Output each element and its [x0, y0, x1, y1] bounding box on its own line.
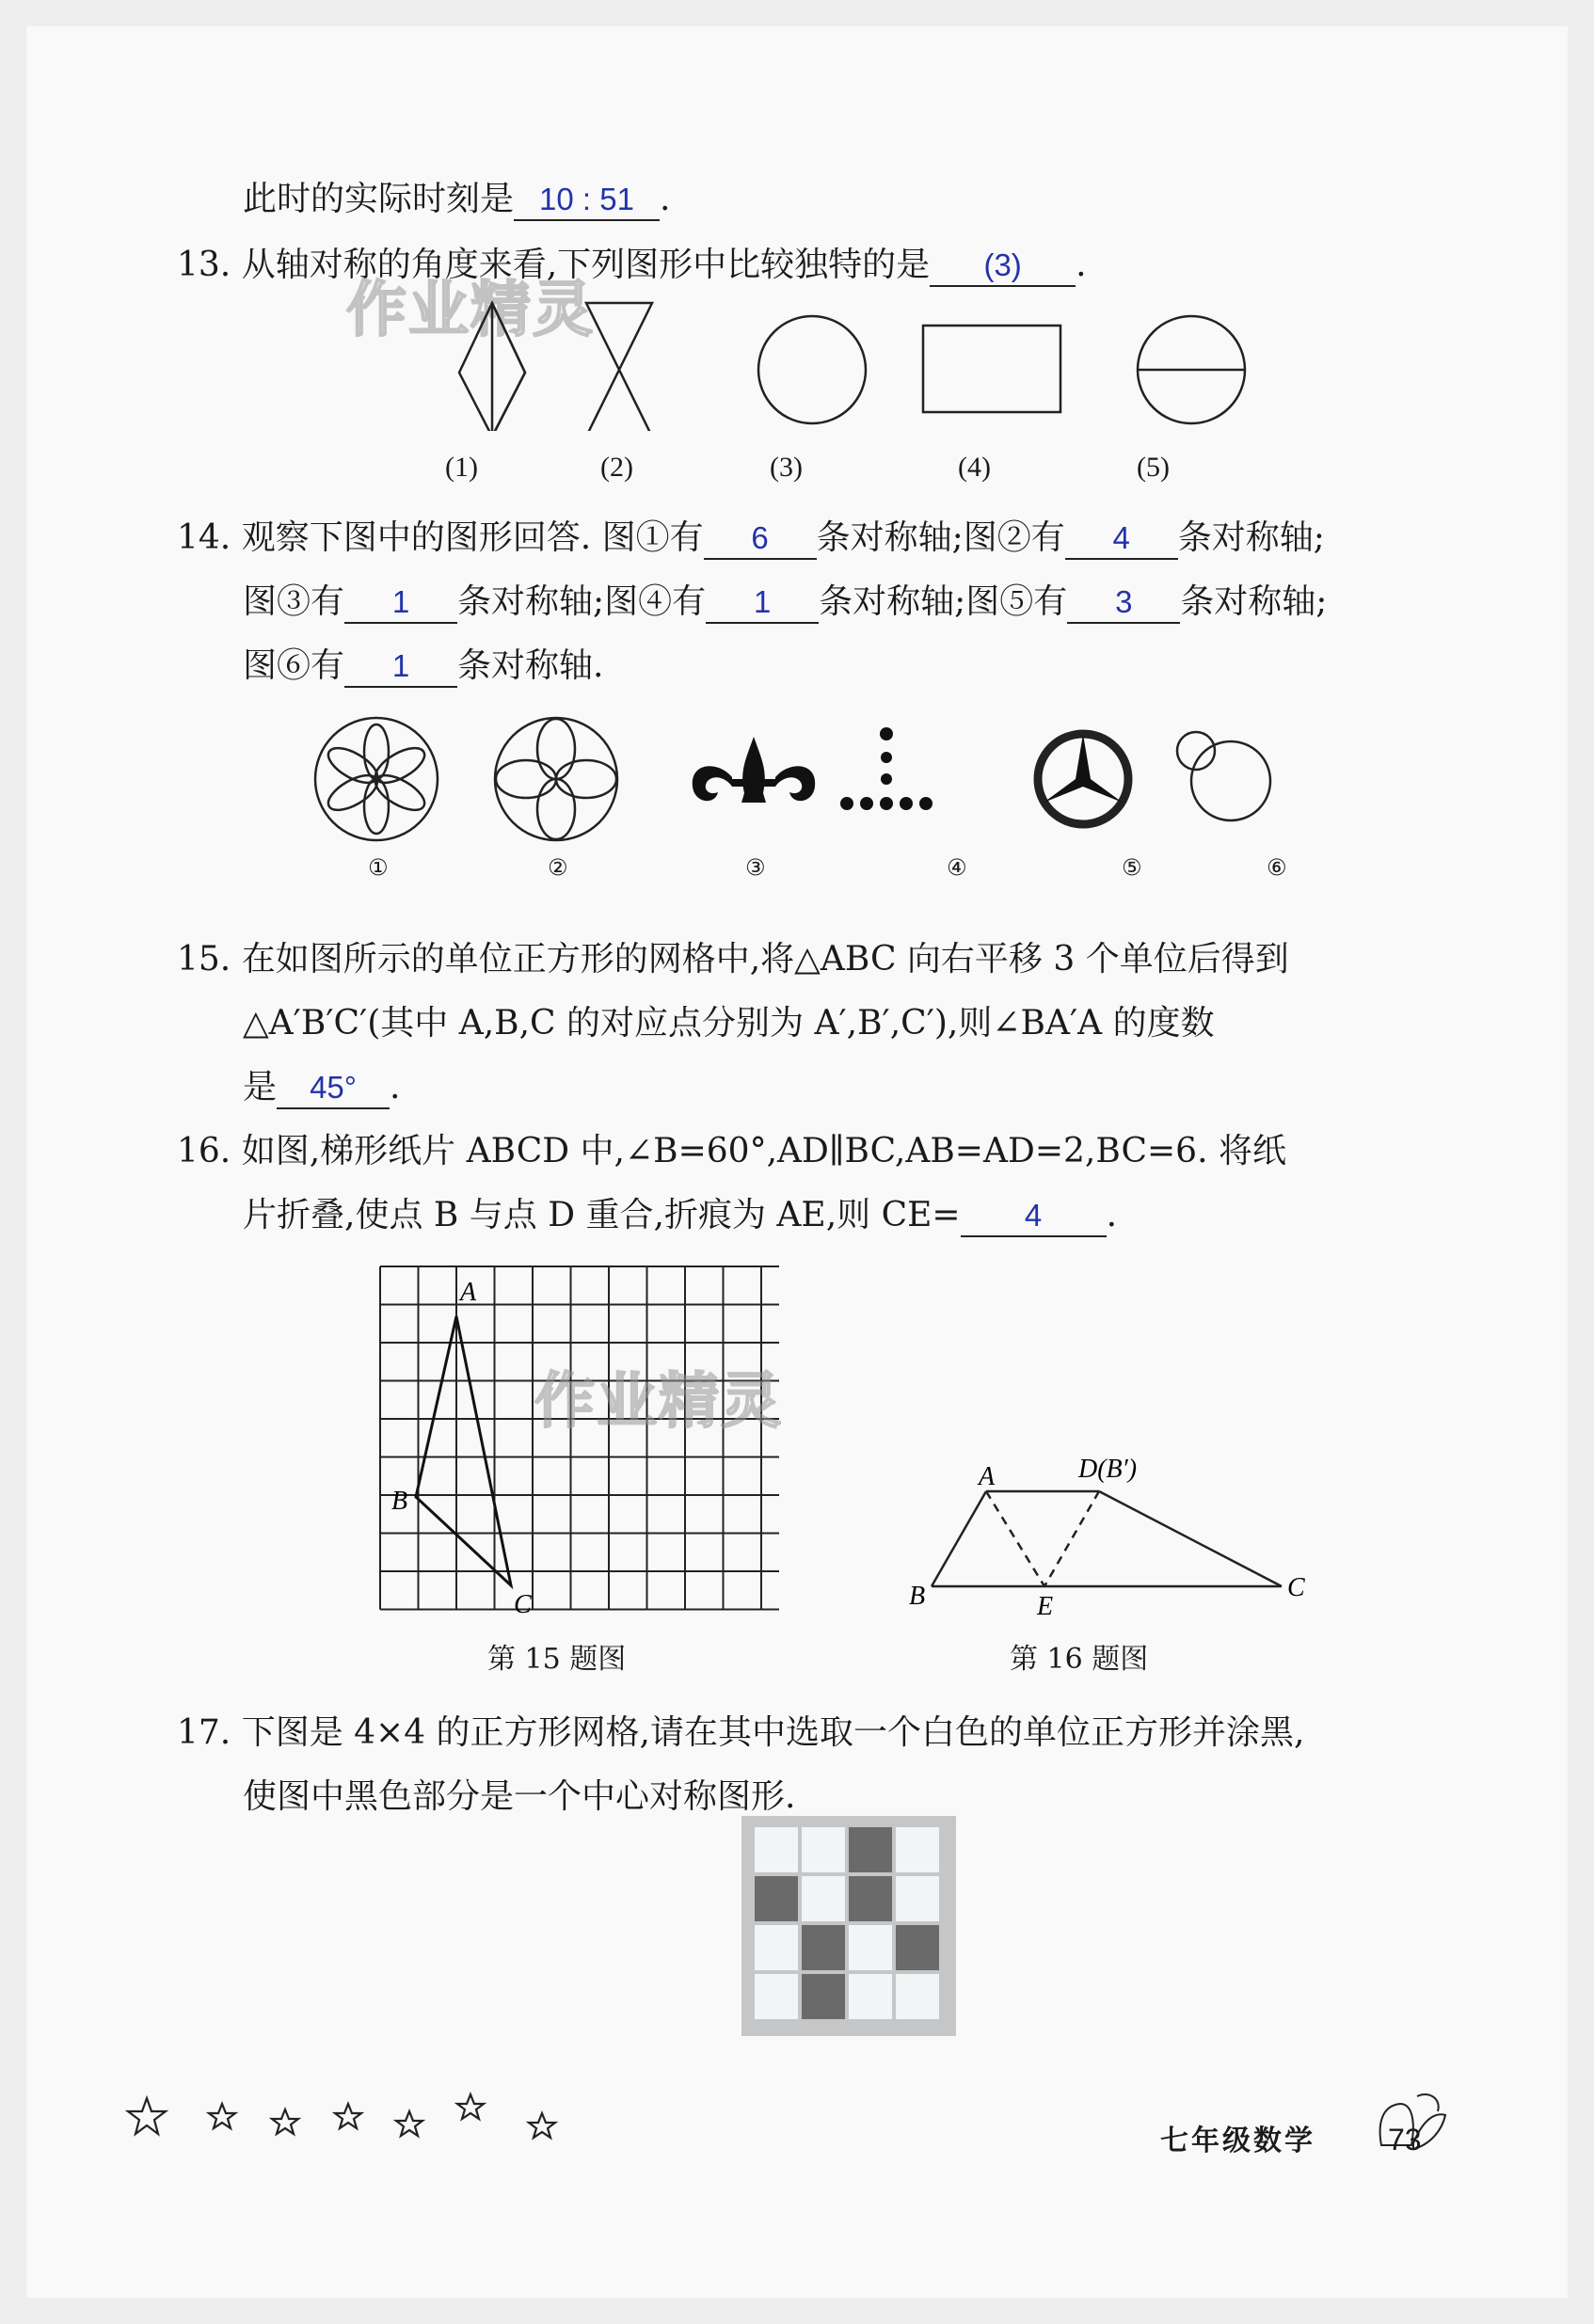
footer-title: 七年级数学 — [1160, 2125, 1315, 2157]
q13-suffix: . — [1076, 246, 1087, 284]
white-cell — [896, 1974, 939, 2019]
q13-label-2: (2) — [600, 452, 633, 483]
q16-line-2 — [243, 1193, 1117, 1238]
q14-l3a: 图⑥有 — [243, 646, 345, 685]
q14-l1c: 条对称轴; — [1177, 518, 1325, 557]
q16-point-B: B — [909, 1582, 926, 1611]
q14-label-2: ② — [548, 854, 568, 881]
q17-grid-photo — [741, 1816, 956, 2036]
q16-point-D: D(B′) — [1078, 1455, 1138, 1484]
q15-point-A: A — [460, 1278, 477, 1307]
q14-l2c: 条对称轴;图⑤有 — [819, 582, 1068, 621]
q13-figures — [431, 299, 1259, 431]
q14-l1a: 14. 观察下图中的图形回答. 图①有 — [177, 518, 704, 557]
q14-answer-1: 6 — [704, 518, 817, 560]
q14-answer-3: 1 — [344, 582, 457, 624]
q14-answer-6: 1 — [344, 646, 457, 688]
q12-line — [243, 177, 670, 222]
q16-caption: 第 16 题图 — [1010, 1643, 1149, 1676]
q14-answer-2: 4 — [1065, 518, 1178, 560]
shaded-cell — [849, 1827, 892, 1872]
q15-line-3 — [243, 1065, 400, 1110]
q15-point-C: C — [514, 1590, 532, 1619]
shaded-cell — [849, 1876, 892, 1921]
footer-stars — [120, 2087, 610, 2162]
q15-line3b: . — [390, 1068, 401, 1106]
q16-point-C: C — [1287, 1573, 1305, 1602]
q14-line-1 — [177, 516, 1325, 561]
white-cell — [802, 1827, 845, 1872]
q16-line2a: 片折叠,使点 B 与点 D 重合,折痕为 AE,则 CE= — [243, 1196, 961, 1234]
q14-fig6-circles — [1177, 732, 1270, 820]
q15-answer: 45° — [277, 1068, 390, 1109]
q13-text: 13. 从轴对称的角度来看,下列图形中比较独特的是 — [177, 246, 931, 284]
q14-l3b: 条对称轴. — [457, 646, 604, 685]
q16-line-1: 16. 如图,梯形纸片 ABCD 中,∠B=60°,AD∥BC,AB=AD=2,BC=6. 将纸 — [177, 1132, 1286, 1170]
q14-fig4-dots — [840, 727, 932, 810]
q14-figures — [290, 713, 1334, 845]
q16-trapezoid-figure — [873, 1428, 1325, 1616]
q16-line2b: . — [1106, 1196, 1118, 1234]
q14-label-4: ④ — [947, 854, 967, 881]
q14-fig1-rosette — [315, 718, 438, 840]
star-icon — [272, 2109, 298, 2134]
q16-point-A: A — [979, 1462, 996, 1491]
shaded-cell — [802, 1925, 845, 1970]
q14-fig2-petals — [495, 718, 617, 840]
q14-label-5: ⑤ — [1122, 854, 1142, 881]
white-cell — [896, 1876, 939, 1921]
q17-line-2: 使图中黑色部分是一个中心对称图形. — [243, 1777, 796, 1816]
q15-triangle — [416, 1316, 511, 1585]
q14-label-3: ③ — [745, 854, 766, 881]
white-cell — [755, 1827, 798, 1872]
q14-l2d: 条对称轴; — [1180, 582, 1328, 621]
q15-caption: 第 15 题图 — [487, 1643, 627, 1676]
q13-label-5: (5) — [1137, 452, 1170, 483]
shaded-cell — [802, 1974, 845, 2019]
q14-fig5-star — [1038, 734, 1128, 824]
q13-label-3: (3) — [770, 452, 803, 483]
q16-answer: 4 — [961, 1196, 1107, 1237]
star-icon — [457, 2094, 484, 2119]
q14-label-1: ① — [368, 854, 389, 881]
star-icon — [209, 2104, 235, 2128]
star-icon — [396, 2111, 422, 2136]
watermark-2: 作业精灵 — [534, 1367, 783, 1437]
q13-label-1: (1) — [445, 452, 478, 483]
q16-point-E: E — [1037, 1592, 1054, 1616]
q13-fig2-hourglass — [586, 303, 652, 431]
star-icon — [335, 2104, 361, 2128]
shaded-cell — [755, 1876, 798, 1921]
white-cell — [849, 1925, 892, 1970]
q12-suffix: . — [660, 180, 671, 218]
shaded-cell — [896, 1925, 939, 1970]
q14-l1b: 条对称轴;图②有 — [816, 518, 1065, 557]
white-cell — [755, 1974, 798, 2019]
white-cell — [849, 1974, 892, 2019]
white-cell — [755, 1925, 798, 1970]
q13-label-4: (4) — [958, 452, 991, 483]
q14-answer-4: 1 — [706, 582, 819, 624]
textbook-page — [26, 26, 1568, 2298]
white-cell — [896, 1827, 939, 1872]
white-cell — [802, 1876, 845, 1921]
page-number: 73 — [1388, 2123, 1422, 2157]
q12-prefix: 此时的实际时刻是 — [243, 180, 515, 218]
q13-question — [177, 243, 1087, 288]
q13-answer: (3) — [930, 246, 1076, 287]
watermark: 作业精灵 — [346, 276, 595, 345]
star-icon — [128, 2098, 166, 2134]
q14-l2b: 条对称轴;图④有 — [457, 582, 707, 621]
q17-grid — [741, 1816, 956, 2036]
q13-fig4-rect — [923, 326, 1060, 412]
q17-line-1: 17. 下图是 4×4 的正方形网格,请在其中选取一个白色的单位正方形并涂黑, — [177, 1713, 1305, 1752]
star-icon — [529, 2113, 555, 2138]
q12-answer: 10 : 51 — [514, 180, 660, 221]
q14-answer-5: 3 — [1067, 582, 1180, 624]
q14-fig3-ornament — [693, 737, 815, 803]
q13-fig1 — [492, 303, 525, 431]
q15-line-1: 15. 在如图所示的单位正方形的网格中,将△ABC 向右平移 3 个单位后得到 — [177, 940, 1289, 979]
q14-line-3 — [243, 644, 603, 689]
q14-label-6: ⑥ — [1267, 854, 1287, 881]
q14-l2a: 图③有 — [243, 582, 345, 621]
q14-line-2 — [243, 580, 1327, 625]
q15-point-B: B — [391, 1487, 408, 1516]
q15-line-2: △A′B′C′(其中 A,B,C 的对应点分别为 A′,B′,C′),则∠BA′A 的度数 — [243, 1004, 1215, 1043]
q13-fig3-circle — [758, 316, 866, 423]
q15-line3a: 是 — [243, 1068, 278, 1106]
